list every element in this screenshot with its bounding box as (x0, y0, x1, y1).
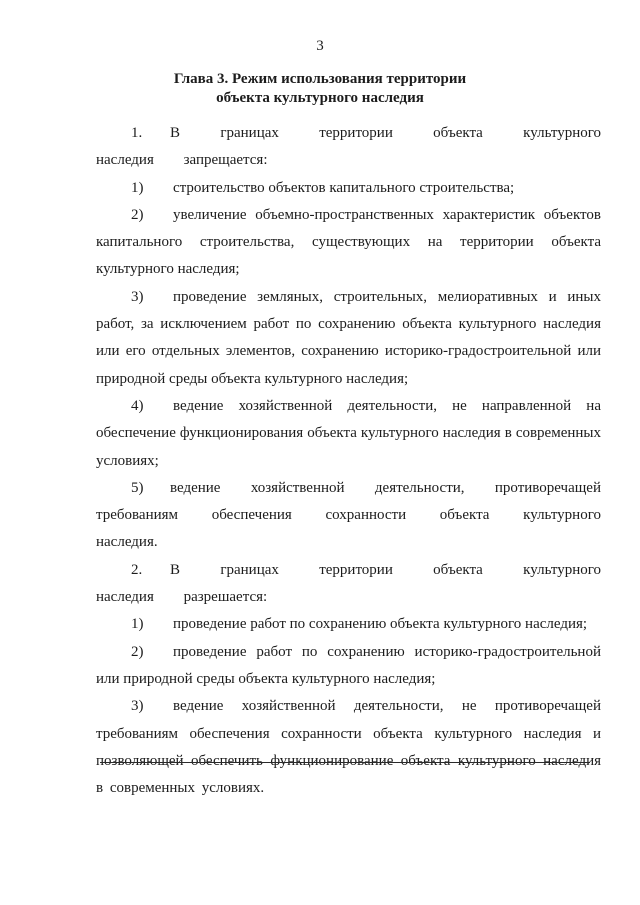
clause-number: 2. (131, 561, 143, 578)
item-text: строительство объектов капитального строительства; (173, 179, 515, 196)
item-number: 2) (131, 643, 144, 660)
clause-number: 1. (131, 125, 143, 141)
list-item (96, 639, 601, 694)
chapter-heading (0, 70, 640, 108)
item-text: ведение хозяйственной деятельности, противоречащей требованиям обеспечения сохранности объекта культурного наследия. (96, 479, 601, 551)
clause-text: В границах территории объекта культурного наследия разрешается: (96, 561, 601, 606)
end-of-text-rule (100, 762, 590, 763)
chapter-heading-line-1: Глава 3. Режим использования территории (173, 71, 467, 87)
clause-2-permitted (96, 557, 601, 612)
item-text: проведение работ по сохранению объекта культурного наследия; (173, 616, 588, 633)
list-item (96, 175, 601, 202)
list-item (96, 693, 601, 802)
item-text: ведение хозяйственной деятельности, не направленной на обеспечение функционирования объекта культурного наследия в современных условиях; (96, 397, 601, 469)
page-number: 3 (316, 38, 324, 54)
chapter-body (96, 120, 601, 802)
list-item (96, 475, 601, 557)
item-text: увеличение объемно-пространственных характеристик объектов капитального строительства, существующих на территории объекта культурного наследия; (96, 206, 601, 278)
item-text: ведение хозяйственной деятельности, не противоречащей требованиям обеспечения сохранности объекта культурного наследия и позволяющей обеспечить функционирование объекта культурного наследия в современных условиях. (96, 698, 601, 797)
item-number: 3) (131, 288, 144, 305)
item-number: 1) (131, 616, 144, 633)
item-number: 1) (131, 179, 144, 196)
clause-1-prohibited (96, 120, 601, 175)
clause-text: В границах территории объекта культурного наследия запрещается: (96, 125, 601, 169)
item-number: 5) (131, 479, 144, 496)
item-number: 4) (131, 397, 144, 414)
list-item (96, 611, 601, 638)
list-item (96, 393, 601, 475)
item-text: проведение земляных, строительных, мелиоративных и иных работ, за исключением работ по сохранению объекта культурного наследия или его отдельных элементов, сохранению историко-градостроительной или природной среды объекта культурного наследия; (96, 288, 601, 387)
list-item (96, 284, 601, 393)
chapter-heading-line-2: объекта культурного наследия (216, 90, 424, 106)
item-text: проведение работ по сохранению историко-градостроительной или природной среды объекта культурного наследия; (96, 643, 601, 687)
item-number: 2) (131, 206, 144, 223)
item-number: 3) (131, 698, 144, 715)
list-item (96, 202, 601, 284)
